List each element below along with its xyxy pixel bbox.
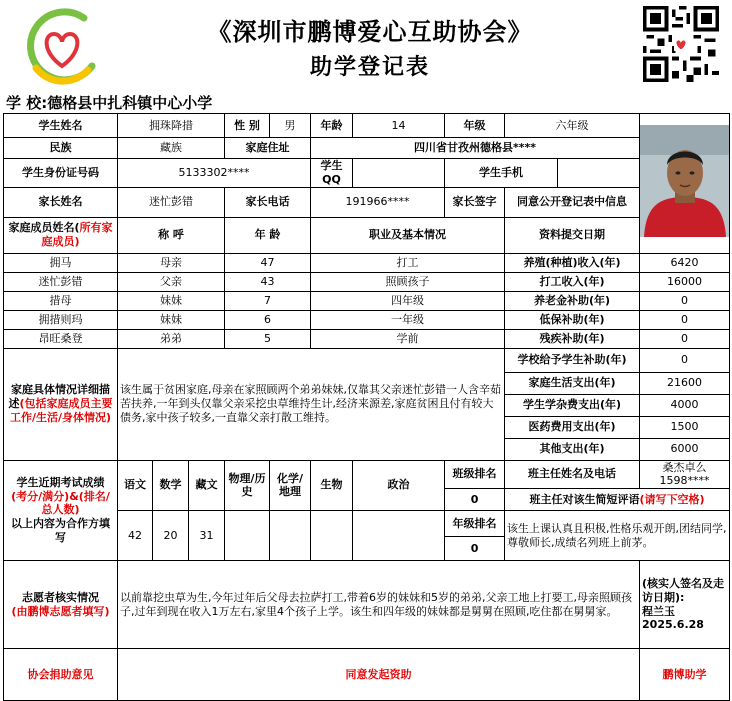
grade-value: 六年级 [505,114,640,138]
member-age: 47 [225,253,311,272]
member-name: 拥马 [4,253,118,272]
student-photo-image [640,125,730,237]
member-job: 照顾孩子 [311,272,505,291]
situation-hint: (包括家庭成员主要工作/生活/身体情况) [9,397,113,424]
score-value: 20 [153,511,189,561]
verify-label: (核实人签名及走访日期): [642,577,725,604]
score-value [311,511,353,561]
scores-hint: (考分/满分)&(排名/总人数) [11,489,110,517]
family-members-hint: 所有家庭成员 [41,221,113,248]
parent-name-value: 迷忙彭错 [118,187,225,217]
ethnic-label: 民族 [4,138,118,159]
teacher-comment-label: 班主任对该生简短评语(请写下空格) [505,489,730,511]
income-value: 6420 [640,253,730,272]
subject-header: 数学 [153,460,189,511]
member-relation: 父亲 [118,272,225,291]
member-name: 迷忙彭错 [4,272,118,291]
income-label: 低保补助(年) [505,310,640,329]
member-job: 学前 [311,329,505,348]
member-name: 措母 [4,291,118,310]
student-phone-value [558,159,640,188]
verify-date: 2025.6.28 [642,618,704,632]
member-age: 43 [225,272,311,291]
teacher-label: 班主任姓名及电话 [505,460,640,489]
address-value: 四川省甘孜州德格县**** [311,138,640,159]
volunteer-hint: (由鹏博志愿者填写) [11,604,110,618]
income-value: 0 [640,329,730,348]
member-name: 拥措则玛 [4,310,118,329]
family-members-label: 家庭成员姓名(所有家庭成员) [4,217,118,253]
parent-phone-label: 家长电话 [225,187,311,217]
grade-label: 年级 [445,114,505,138]
member-relation: 妹妹 [118,291,225,310]
score-value [225,511,270,561]
consent-label: 同意公开登记表中信息 [505,187,640,217]
subject-header: 化学/地理 [270,460,311,511]
scores-note: 以上内容为合作方填写 [11,517,110,544]
expense-label: 医药费用支出(年) [505,416,640,438]
expense-label: 学校给予学生补助(年) [505,348,640,372]
age-column-header: 年 龄 [225,217,311,253]
teacher-comment: 该生上课认真且积极,性格乐观开朗,团结同学,尊敬师长,成绩名列班上前茅。 [505,511,730,561]
subject-header: 物理/历史 [225,460,270,511]
subject-header: 生物 [311,460,353,511]
student-name-label: 学生姓名 [4,114,118,138]
expense-value: 6000 [640,438,730,460]
form-header [0,0,732,92]
score-value: 42 [118,511,153,561]
member-name: 昂旺桑登 [4,329,118,348]
grade-rank-label: 年级排名 [445,511,505,537]
opinion-value: 同意发起资助 [118,649,640,701]
verifier-name: 程兰玉 [642,604,676,618]
ethnic-value: 藏族 [118,138,225,159]
org-name: 鹏博助学 [640,649,730,701]
situation-label: 家庭具体情况详细描述(包括家庭成员主要工作/生活/身体情况) [4,348,118,460]
expense-label: 家庭生活支出(年) [505,372,640,394]
income-label: 养老金补助(年) [505,291,640,310]
volunteer-text: 以前靠挖虫草为生,今年过年后父母去拉萨打工,带着6岁的妹妹和5岁的弟弟,父亲工地上打要工,母亲照顾孩子,过年到现在收入1万左右,家里4个孩子上学。该生和四年级的妹妹都是舅舅在照顾,吃住都在舅舅家。 [118,561,640,649]
volunteer-label: 志愿者核实情况 (由鹏博志愿者填写) [4,561,118,649]
expense-label: 学生学杂费支出(年) [505,394,640,416]
score-value [353,511,445,561]
verifier-block [640,561,730,649]
registration-form [3,113,730,701]
age-label: 年龄 [311,114,353,138]
school-name: 德格县中扎科镇中心小学 [47,94,213,112]
income-label: 养殖(种植)收入(年) [505,253,640,272]
member-relation: 母亲 [118,253,225,272]
member-job: 一年级 [311,310,505,329]
parent-name-label: 家长姓名 [4,187,118,217]
income-value: 0 [640,310,730,329]
subject-header: 政治 [353,460,445,511]
sex-value: 男 [270,114,311,138]
member-job: 打工 [311,253,505,272]
opinion-label: 协会捐助意见 [4,649,118,701]
expense-value: 21600 [640,372,730,394]
member-age: 5 [225,329,311,348]
class-rank-value: 0 [445,489,505,511]
grade-rank-value: 0 [445,537,505,561]
expense-value: 4000 [640,394,730,416]
expense-value: 0 [640,348,730,372]
score-value [270,511,311,561]
school-line [6,92,212,113]
member-age: 6 [225,310,311,329]
parent-phone-value: 191966**** [311,187,445,217]
income-value: 16000 [640,272,730,291]
teacher-value: 桑杰卓么 1598**** [640,460,730,489]
score-value: 31 [189,511,225,561]
income-label: 残疾补助(年) [505,329,640,348]
member-relation: 妹妹 [118,310,225,329]
situation-text: 该生属于贫困家庭,母亲在家照顾两个弟弟妹妹,仅靠其父亲迷忙彭错一人含辛茹苦扶养,一年到头仅靠父亲采挖虫草维持生计,经济来源差,家庭贫困且付有较大债务,家中孩子较多,一直靠父亲打散工维持。 [118,348,505,460]
sex-label: 性 别 [225,114,270,138]
member-job: 四年级 [311,291,505,310]
qq-label: 学生QQ [311,159,353,188]
expense-value: 1500 [640,416,730,438]
income-value: 0 [640,291,730,310]
student-phone-label: 学生手机 [445,159,558,188]
school-label: 学 校: [6,94,48,112]
subject-header: 语文 [118,460,153,511]
id-number-label: 学生身份证号码 [4,159,118,188]
submit-date-label: 资料提交日期 [505,217,640,253]
qq-value [353,159,445,188]
member-age: 7 [225,291,311,310]
id-number-value: 5133302**** [118,159,311,188]
student-name-value: 拥珠降措 [118,114,225,138]
address-label: 家庭住址 [225,138,311,159]
job-column-header: 职业及基本情况 [311,217,505,253]
scores-label: 学生近期考试成绩 (考分/满分)&(排名/总人数) 以上内容为合作方填写 [4,460,118,561]
teacher-comment-hint: (请写下空格) [639,492,705,506]
heart-logo-icon [22,8,102,86]
age-value: 14 [353,114,445,138]
parent-sign-label: 家长签字 [445,187,505,217]
income-label: 打工收入(年) [505,272,640,291]
subject-header: 藏文 [189,460,225,511]
form-title: 《深圳市鹏博爱心互助协会》 [207,17,533,46]
member-relation: 弟弟 [118,329,225,348]
class-rank-label: 班级排名 [445,460,505,489]
student-photo [640,114,730,254]
relation-column-header: 称 呼 [118,217,225,253]
expense-label: 其他支出(年) [505,438,640,460]
form-subtitle: 助学登记表 [309,54,430,80]
qr-code-icon [643,6,719,82]
